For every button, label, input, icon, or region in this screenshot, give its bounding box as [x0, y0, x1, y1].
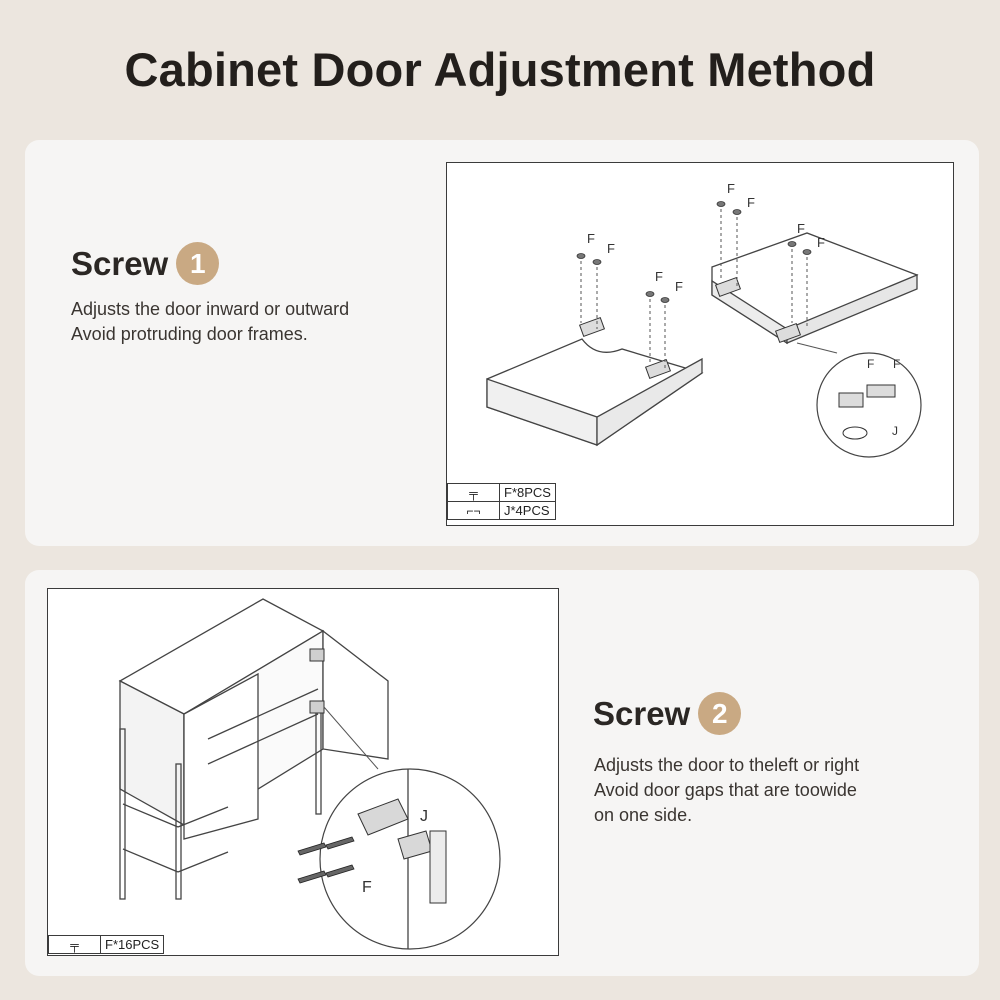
hinge-label: J — [892, 424, 898, 438]
hinge-icon — [310, 701, 324, 713]
hinge-icon — [580, 318, 605, 337]
door-panels-illustration — [447, 163, 952, 524]
svg-text:F: F — [867, 357, 875, 371]
section-description — [594, 753, 859, 828]
heading-text: Screw — [593, 694, 691, 732]
heading-text: Screw — [71, 244, 169, 282]
legend-text: F*8PCS — [500, 484, 556, 502]
svg-text:F: F — [675, 279, 683, 294]
section-screw-2 — [25, 570, 979, 976]
parts-legend — [447, 483, 556, 520]
screw-label: F — [362, 879, 372, 896]
screw-icon: ╤ — [448, 484, 500, 502]
section-heading — [71, 242, 219, 285]
screw-label: F — [587, 231, 595, 246]
cabinet-door-right — [323, 631, 388, 759]
cabinet-illustration — [48, 589, 557, 954]
legend-text: J*4PCS — [500, 502, 556, 520]
svg-text:F: F — [797, 221, 805, 236]
section-description — [71, 297, 349, 347]
section-screw-1 — [25, 140, 979, 546]
description-line-3: on one side. — [594, 805, 693, 825]
svg-text:F: F — [655, 269, 663, 284]
description-line-2: Avoid door gaps that are toowide — [594, 780, 857, 800]
description-line-1: Adjusts the door inward or outward — [71, 299, 350, 319]
svg-text:F: F — [817, 235, 825, 250]
hinge-diagram-top — [446, 162, 954, 526]
hinge-detail — [839, 393, 863, 407]
description-line-1: Adjusts the door to theleft or right — [594, 755, 860, 775]
svg-text:F: F — [893, 357, 901, 371]
description-line-2: Avoid protruding door frames. — [71, 324, 308, 344]
hinge-icon: ⌐¬ — [448, 502, 500, 520]
step-badge-1: 1 — [176, 242, 219, 285]
detail-magnifier — [320, 769, 500, 949]
hinge-label: J — [420, 808, 428, 825]
svg-text:F: F — [747, 195, 755, 210]
svg-text:F: F — [727, 181, 735, 196]
page-title: Cabinet Door Adjustment Method — [124, 43, 876, 96]
legend-text: F*16PCS — [101, 936, 164, 954]
cabinet-diagram — [47, 588, 559, 956]
section-heading — [593, 692, 741, 735]
hinge-icon — [310, 649, 324, 661]
svg-text:F: F — [607, 241, 615, 256]
screw-icon: ╤ — [49, 936, 101, 954]
step-badge-2: 2 — [698, 692, 741, 735]
parts-legend — [48, 935, 164, 954]
